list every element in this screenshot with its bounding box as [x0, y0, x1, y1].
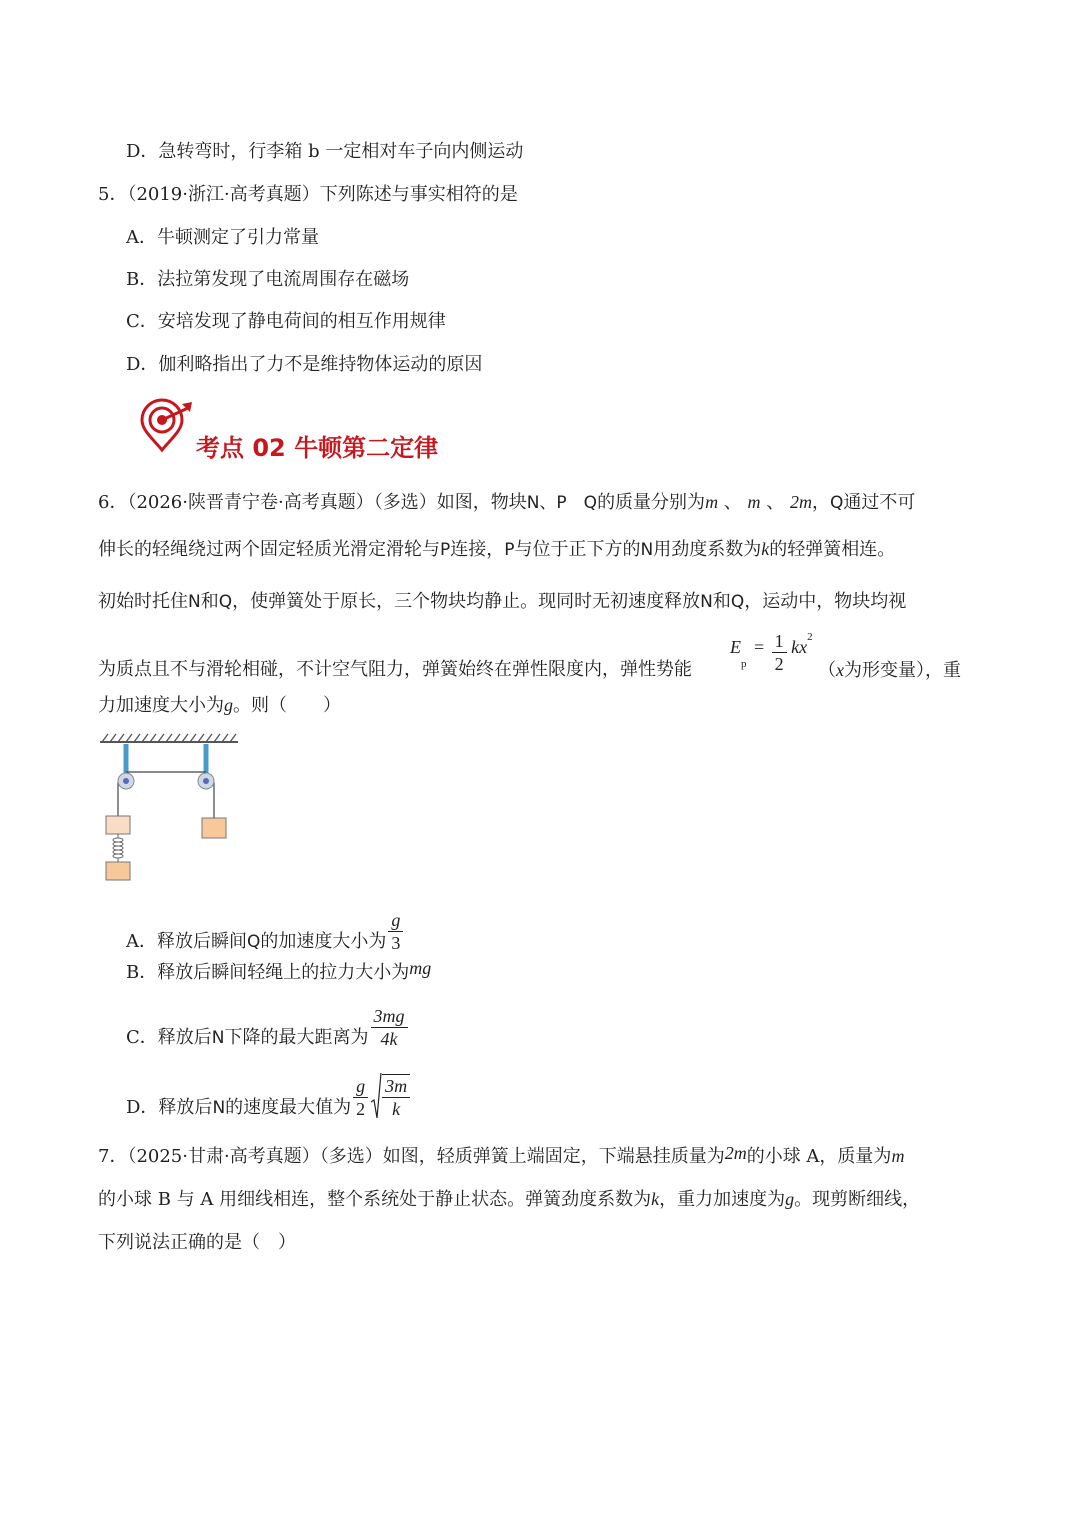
- spring-constant-k: k: [761, 539, 770, 559]
- q5-stem: 5．（2019·浙江·高考真题）下列陈述与事实相符的是: [98, 184, 518, 205]
- q6-text: 。则（ ）: [233, 695, 341, 716]
- q6-option-b[interactable]: [126, 960, 431, 985]
- q5-option-d: D．伽利略指出了力不是维持物体运动的原因: [126, 354, 483, 375]
- fraction-num: 3mg: [371, 1005, 408, 1028]
- option-a-label: A．释放后瞬间: [126, 931, 247, 952]
- right-pulley-axle: [203, 778, 209, 784]
- option-a-desc: 的加速度大小为: [260, 931, 387, 952]
- q6-text: ，: [812, 492, 830, 513]
- formula-kx: kx: [791, 636, 808, 657]
- fraction-den: k: [392, 1099, 401, 1119]
- q6-text: 连接，: [450, 539, 505, 560]
- q6-text: （: [818, 660, 836, 681]
- sqrt-radical-icon: [370, 1072, 382, 1120]
- q6-text: 力加速度大小为: [98, 695, 224, 716]
- q6-text: 与位于正下方的: [514, 539, 641, 560]
- q6-text: 、: [723, 492, 742, 513]
- formula-e: E: [730, 636, 741, 657]
- q6-option-d[interactable]: [126, 1068, 410, 1120]
- mass-2m: 2m: [790, 492, 812, 512]
- gravity-g: g: [785, 1189, 795, 1209]
- option-d-sqrt: [370, 1072, 410, 1120]
- q5-option-c: C．安培发现了静电荷间的相互作用规律: [126, 311, 446, 332]
- gravity-g: g: [224, 695, 233, 715]
- q7-text: ，重力加速度为: [659, 1189, 786, 1210]
- q6-option-a[interactable]: [126, 902, 403, 954]
- option-b-label: B．释放后瞬间轻绳上的拉力大小为: [126, 962, 410, 983]
- prev-option-d: D．急转弯时，行李箱 b 一定相对车子向内侧运动: [126, 141, 524, 162]
- q7-line-3: 下列说法正确的是（ ）: [98, 1232, 296, 1253]
- mass-m: m: [705, 492, 719, 512]
- q6-line-4-tail: [818, 658, 961, 683]
- sqrt-fraction: [382, 1074, 410, 1120]
- q6-line-2: [98, 537, 895, 562]
- formula-equals: =: [754, 636, 765, 657]
- q6-line-4-text: 为质点且不与滑轮相碰，不计空气阻力，弹簧始终在弹性限度内，弹性势能: [98, 659, 692, 680]
- q6-text: 6．（2026·陕晋青宁卷·高考真题）（多选）如图，物块: [98, 492, 527, 513]
- block-q: Q: [830, 493, 844, 513]
- spring: [113, 834, 123, 862]
- q6-text: 的轻弹簧相连。: [769, 539, 896, 560]
- q6-text: 、: [766, 492, 785, 513]
- target-pin-icon: [138, 398, 196, 454]
- option-c-text: [126, 998, 369, 1050]
- block-n: N: [188, 592, 201, 612]
- q6-option-c[interactable]: [126, 998, 408, 1050]
- option-a-fraction: [388, 909, 403, 954]
- fraction-num: 1: [772, 630, 787, 653]
- mass-m: m: [747, 492, 761, 512]
- q6-line-1: [98, 490, 915, 515]
- option-c-desc: 下降的最大距离为: [224, 1027, 369, 1048]
- fraction-den: 2: [356, 1099, 366, 1119]
- q5-option-a: A．牛顿测定了引力常量: [126, 227, 319, 248]
- fraction-den: 3: [391, 933, 401, 953]
- q6-text: 通过不可: [843, 492, 916, 513]
- fraction-den: 4k: [380, 1029, 398, 1049]
- block-p: P: [440, 540, 451, 560]
- q7-line-2: [98, 1187, 920, 1212]
- q7-text: 的小球 A，质量为: [746, 1146, 892, 1167]
- q6-text: ，使弹簧处于原长，三个物块均静止。现同时无初速度释放: [232, 591, 701, 612]
- q6-text: 用劲度系数为: [653, 539, 762, 560]
- fraction-num: 3m: [382, 1075, 410, 1098]
- option-d-label: D．释放后: [126, 1097, 213, 1118]
- q7-text: 7．（2025·甘肃·高考真题）（多选）如图，轻质弹簧上端固定，下端悬挂质量为: [98, 1146, 725, 1167]
- pulley-spring-diagram: [96, 732, 242, 884]
- q6-blocks-npq: N、P Q: [526, 493, 598, 513]
- block-q-shape: [202, 818, 226, 838]
- option-d-fraction: [353, 1075, 368, 1120]
- q6-text: 伸长的轻绳绕过两个固定轻质光滑定滑轮与: [98, 539, 440, 560]
- elastic-energy-formula: [730, 632, 813, 677]
- q6-line-3: [98, 590, 906, 614]
- left-pulley-axle: [123, 778, 129, 784]
- q6-text: 和: [712, 591, 731, 612]
- option-b-value: mg: [409, 958, 432, 978]
- q6-text: 初始时托住: [98, 591, 188, 612]
- q7-text: 的小球 B 与 A 用细线相连，整个系统处于静止状态。弹簧劲度系数为: [98, 1189, 652, 1210]
- block-n: N: [700, 592, 713, 612]
- option-a-text: [126, 902, 386, 954]
- fraction-den: 2: [774, 654, 784, 674]
- q6-text: 和: [200, 591, 219, 612]
- q7-line-1: [98, 1144, 904, 1169]
- q7-text: 。现剪断细线，: [794, 1189, 921, 1210]
- option-d-text: [126, 1068, 351, 1120]
- block-p: P: [504, 540, 515, 560]
- formula-fraction-half: [772, 630, 787, 675]
- q6-line-5: [98, 693, 341, 718]
- formula-subscript-p: p: [741, 658, 747, 671]
- block-n: N: [640, 540, 654, 560]
- ceiling-hatch: [102, 734, 236, 742]
- block-q: Q: [218, 592, 233, 612]
- block-q: Q: [730, 592, 745, 612]
- block-n-shape: [106, 862, 130, 880]
- option-c-fraction: [371, 1005, 408, 1050]
- q6-text: 为形变量），重: [844, 660, 961, 681]
- mass-m: m: [891, 1146, 905, 1166]
- fraction-num: g: [388, 909, 403, 932]
- formula-superscript: 2: [807, 630, 813, 643]
- fraction-num: g: [353, 1075, 368, 1098]
- section-title: 考点 02 牛顿第二定律: [196, 434, 439, 462]
- block-n: N: [211, 1028, 225, 1048]
- block-p-shape: [106, 816, 130, 834]
- block-n: N: [212, 1098, 226, 1118]
- q5-option-b: B．法拉第发现了电流周围存在磁场: [126, 269, 410, 290]
- variable-x: x: [836, 660, 844, 680]
- q6-text: 的质量分别为: [597, 492, 706, 513]
- spring-constant-k: k: [651, 1189, 660, 1209]
- block-q: Q: [247, 932, 261, 952]
- option-c-label: C．释放后: [126, 1027, 212, 1048]
- option-d-desc: 的速度最大值为: [225, 1097, 352, 1118]
- mass-2m: 2m: [724, 1143, 747, 1163]
- q6-text: ，运动中，物块均视: [744, 591, 907, 612]
